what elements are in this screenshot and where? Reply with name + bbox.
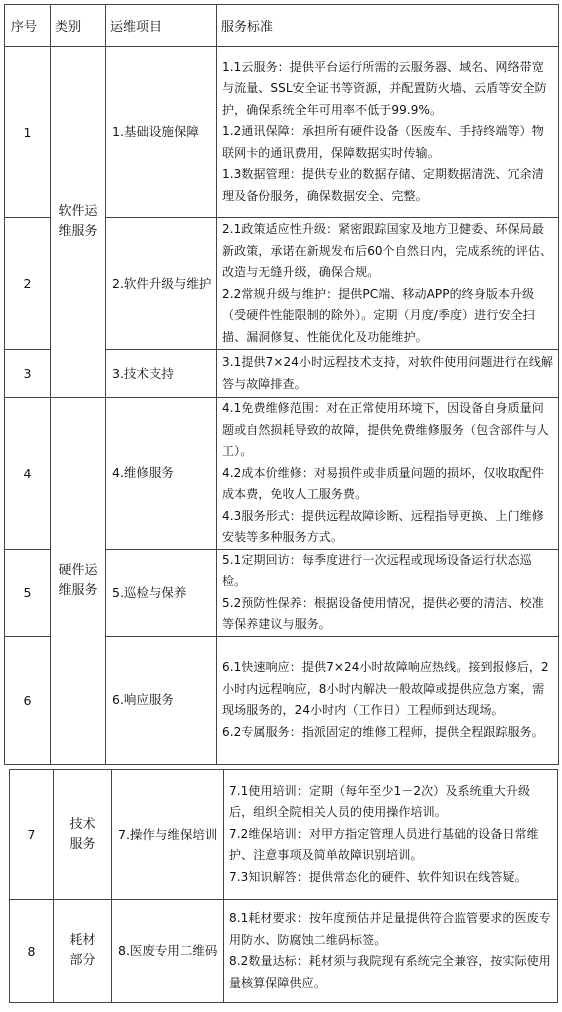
row-item: 8.医废专用二维码 [112,900,224,1003]
row-standard [224,900,558,1003]
row-category [54,900,112,1003]
row-seq: 5 [5,549,51,636]
category-hardware [51,398,106,765]
standard-paragraph: 7.3知识解答：提供常态化的硬件、软件知识在线答疑。 [229,869,527,884]
row-standard [224,770,558,900]
standard-paragraph: 7.1使用培训：定期（每年至少1－2次）及系统重大升级后，组织全院相关人员的使用操作培训。 [229,783,531,820]
standard-paragraph: 2.2常规升级与维护：提供PC端、移动APP的终身版本升级（受硬件性能限制的除外）。定期（月度/季度）进行安全扫描、漏洞修复、性能优化及功能维护。 [222,286,535,344]
row-seq: 3 [5,350,51,398]
row-standard [217,398,559,550]
row-seq: 7 [10,770,54,900]
row-standard [217,47,559,218]
row-item: 4.维修服务 [106,398,217,550]
row-seq: 8 [10,900,54,1003]
row-item: 6.响应服务 [106,636,217,764]
standard-paragraph: 6.2专属服务：指派固定的维修工程师，提供全程跟踪服务。 [222,724,544,739]
standard-paragraph: 2.1政策适应性升级：紧密跟踪国家及地方卫健委、环保局最新政策，承诺在新规发布后60个自然日内，完成系统的评估、改造与无缝升级，确保合规。 [222,222,553,279]
row-item: 5.巡检与保养 [106,549,217,636]
row-standard [217,350,559,398]
table-row [5,398,559,550]
standard-paragraph: 1.3数据管理：提供专业的数据存储、定期数据清洗、冗余清理及备份服务，确保数据安全、完整。 [222,167,544,203]
service-table-1 [4,4,559,765]
row-seq: 4 [5,398,51,550]
row-seq: 6 [5,636,51,764]
standard-paragraph: 5.2预防性保养：根据设备使用情况，提供必要的清洁、校准等保养建议与服务。 [222,595,544,631]
category-label: 技术服务 [69,816,96,852]
standard-paragraph: 1.2通讯保障：承担所有硬件设备（医废车、手持终端等）物联网卡的通讯费用，保障数据实时传输。 [222,124,544,160]
table-row [10,770,558,900]
row-standard [217,549,559,636]
standard-paragraph: 1.1云服务：提供平台运行所需的云服务器、域名、网络带宽与流量、SSL安全证书等资源，并配置防火墙、云盾等安全防护，确保系统全年可用率不低于99.9%。 [222,59,547,117]
row-seq: 1 [5,47,51,218]
standard-paragraph: 7.2维保培训：对甲方指定管理人员进行基础的设备日常维护、注意事项及简单故障识别培训。 [229,826,539,863]
standard-paragraph: 3.1提供7×24小时远程技术支持，对软件使用问题进行在线解答与故障排查。 [222,355,554,391]
row-standard [217,636,559,764]
row-item: 1.基础设施保障 [106,47,217,218]
table-header-row [5,5,559,47]
row-category [54,770,112,900]
standard-paragraph: 4.1免费维修范围：对在正常使用环境下，因设备自身质量问题或自然损耗导致的故障，提供免费维修服务（包含部件与人工）。 [222,401,549,458]
row-item: 2.软件升级与维护 [106,218,217,350]
standard-paragraph: 8.1耗材要求：按年度预估并足量提供符合监管要求的医废专用防水、防腐蚀二维码标签。 [229,911,551,947]
category-label: 硬件运维服务 [58,562,98,598]
header-standard: 服务标准 [217,5,559,47]
row-standard [217,218,559,350]
row-seq: 2 [5,218,51,350]
row-item: 7.操作与维保培训 [112,770,224,900]
service-table-2 [9,769,558,1003]
category-software [51,47,106,398]
header-seq: 序号 [5,5,51,47]
standard-paragraph: 4.3服务形式：提供远程故障诊断、远程指导更换、上门维修安装等多种服务方式。 [222,508,544,544]
category-label: 软件运维服务 [58,204,98,239]
header-category: 类别 [51,5,106,47]
standard-paragraph: 5.1定期回访：每季度进行一次远程或现场设备运行状态巡检。 [222,552,532,588]
category-label: 耗材部分 [69,933,96,968]
table-row [10,900,558,1003]
header-item: 运维项目 [106,5,217,47]
standard-paragraph: 8.2数量达标：耗材须与我院现有系统完全兼容，按实际使用量核算保障供应。 [229,954,551,990]
standard-paragraph: 6.1快速响应：提供7×24小时故障响应热线。接到报修后，2小时内远程响应，8小时内解决一般故障或提供应急方案，需现场服务的，24小时内（工作日）工程师到达现场。 [222,660,549,717]
standard-paragraph: 4.2成本价维修：对易损件或非质量问题的损坏，仅收取配件成本费，免收人工服务费。 [222,465,544,501]
row-item: 3.技术支持 [106,350,217,398]
table-row [5,47,559,218]
